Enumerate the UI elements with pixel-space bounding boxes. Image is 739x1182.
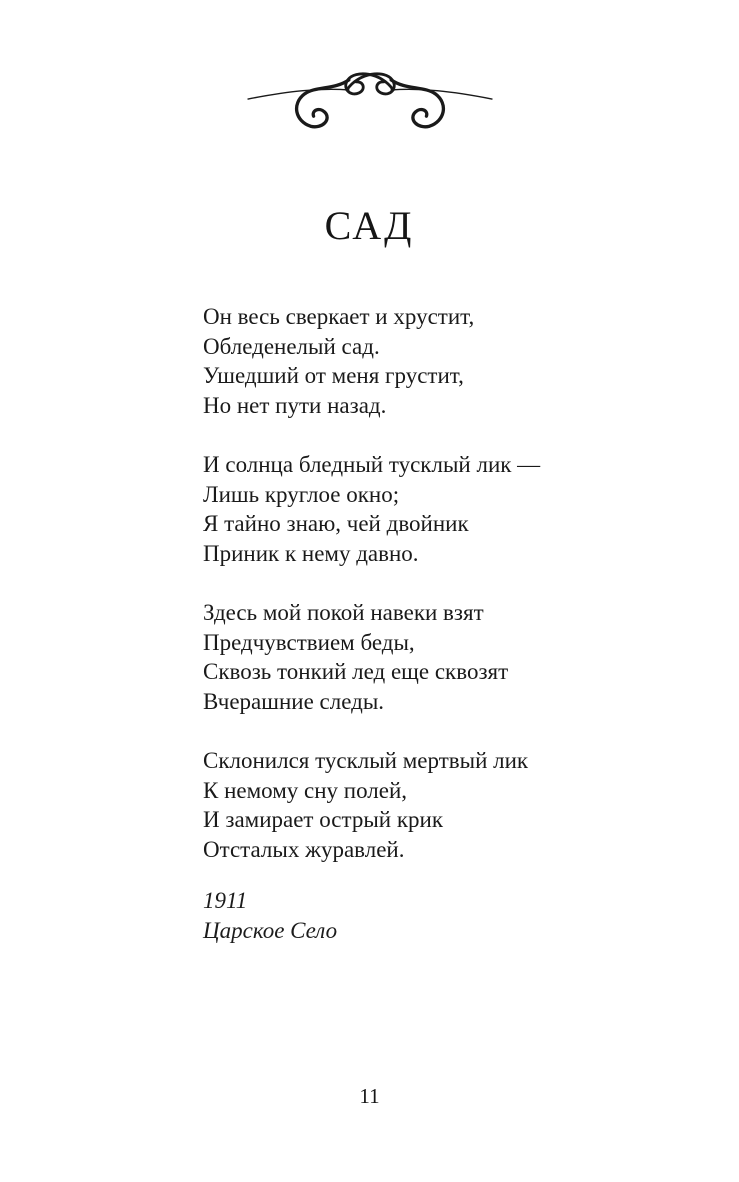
poem-line: Здесь мой покой навеки взят [203,600,484,625]
page-number: 11 [359,1084,380,1108]
poem-line: Отсталых журавлей. [203,836,405,862]
poem-line: И замирает острый крик [203,807,444,832]
poem-title: САД [324,203,415,248]
stanza-1 [203,302,679,420]
poem-line: Но нет пути назад. [203,392,387,418]
poem-line: Сквозь тонкий лед еще сквозят [203,659,509,684]
flourish-ornament-icon [244,62,496,134]
stanza-2 [203,450,679,568]
poem-line: Предчувствием беды, [203,629,415,655]
poem-attribution [203,886,337,946]
poem-body [203,302,679,894]
poem-line: К немому сну полей, [203,777,408,803]
poem-line: Склонился тусклый мертвый лик [203,748,529,773]
poem-line: Обледенелый сад. [203,333,380,359]
poem-line: Я тайно знаю, чей двойник [203,511,469,536]
poem-line: Он весь сверкает и хрустит, [203,304,475,329]
stanza-4 [203,746,679,864]
poem-line: Лишь круглое окно; [203,481,400,507]
poem-date: 1911 [203,888,248,913]
poem-line: Вчерашние следы. [203,688,385,714]
poem-place: Царское Село [203,918,338,943]
poem-line: Ушедший от меня грустит, [203,363,464,388]
stanza-3 [203,598,679,716]
poem-line: И солнца бледный тусклый лик — [203,452,541,477]
poem-line: Приник к нему давно. [203,540,419,566]
